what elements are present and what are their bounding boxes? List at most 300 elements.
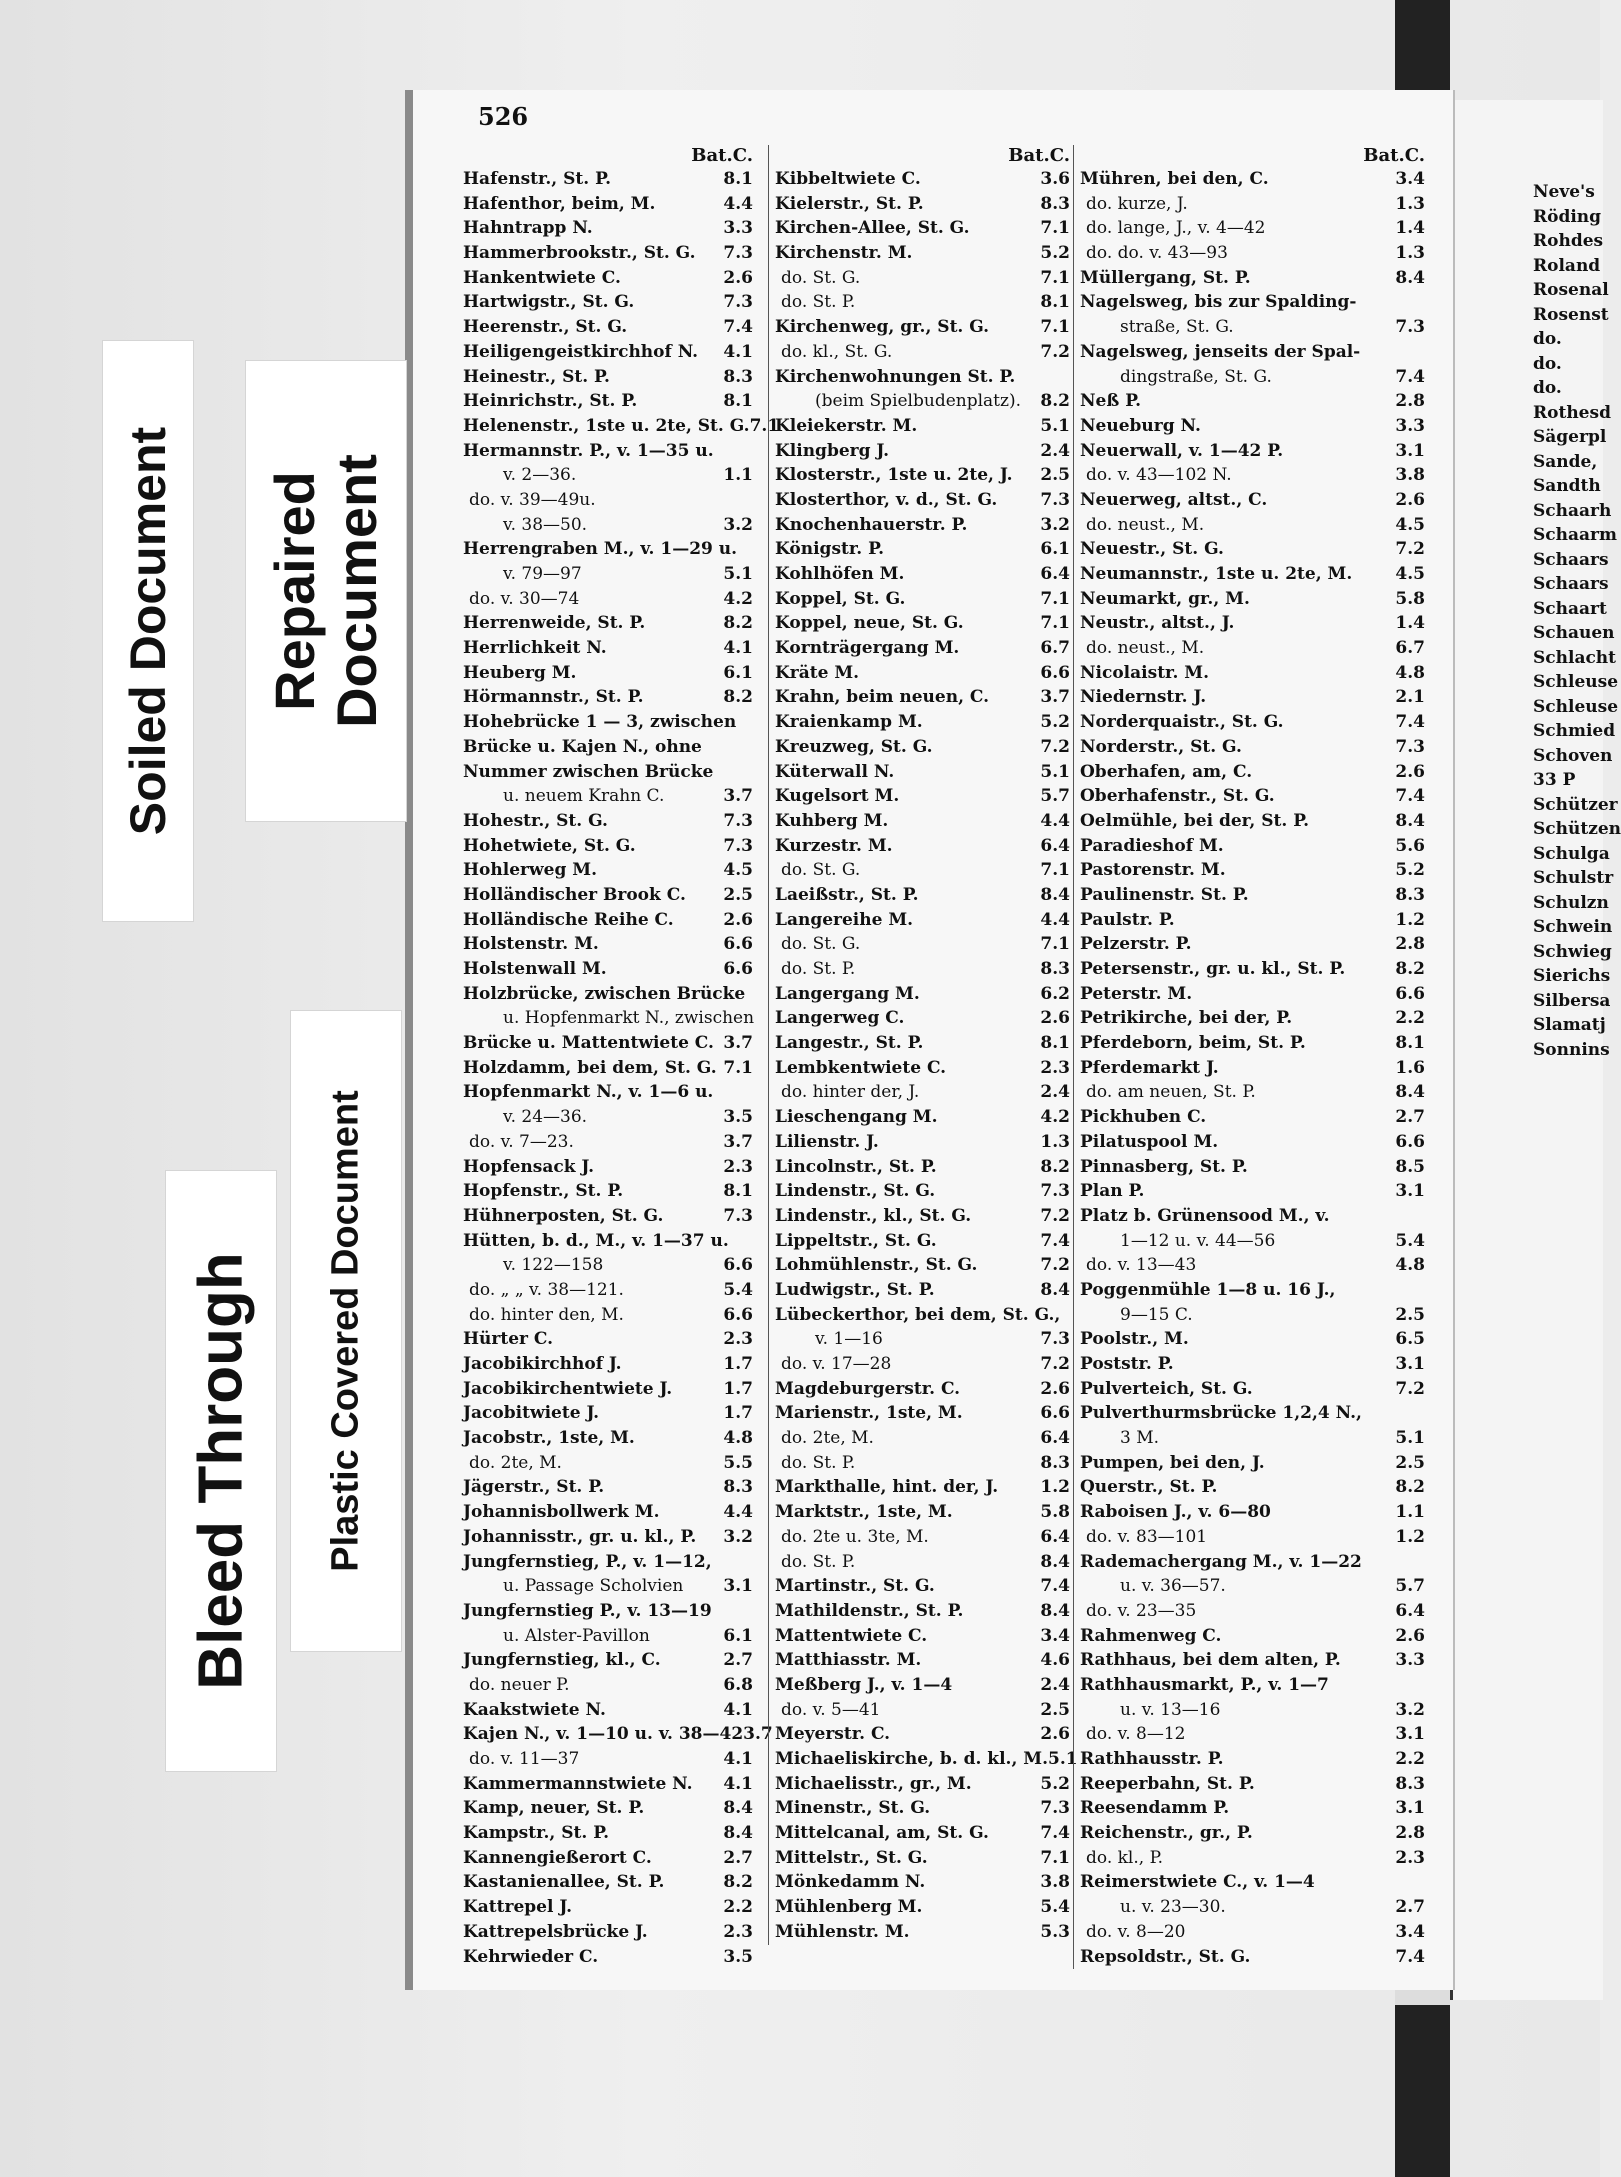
district-code: 3.3 <box>1395 1650 1425 1671</box>
street-name: do. v. 39—49u. <box>469 489 596 510</box>
street-name: Minenstr., St. G. <box>775 1798 931 1819</box>
directory-entry <box>775 290 1070 315</box>
district-code: 5.6 <box>1395 835 1425 856</box>
directory-entry <box>1080 290 1425 315</box>
street-name: Pinnasberg, St. P. <box>1080 1156 1248 1177</box>
facing-fragment: Schulstr <box>1533 868 1614 888</box>
district-code: 8.2 <box>723 687 753 708</box>
street-name: do. kl., P. <box>1086 1847 1163 1868</box>
directory-entry <box>463 365 753 390</box>
directory-entry <box>775 192 1070 217</box>
facing-fragment: Schauen <box>1533 623 1615 643</box>
directory-entry <box>775 537 1070 562</box>
district-code: 8.1 <box>1040 292 1070 313</box>
directory-entry <box>463 784 753 809</box>
street-name: Kannengießerort C. <box>463 1847 652 1868</box>
district-code <box>737 537 753 562</box>
street-name: Johannisbollwerk M. <box>463 1502 660 1523</box>
district-code: 3.1 <box>723 1576 753 1597</box>
street-name: Marienstr., 1ste, M. <box>775 1403 963 1424</box>
district-code: 2.6 <box>1395 761 1425 782</box>
district-code: 5.1 <box>723 564 753 584</box>
district-code: 6.4 <box>1395 1600 1425 1621</box>
district-code: 3.1 <box>1395 1798 1425 1819</box>
street-name: Helenenstr., 1ste u. 2te, St. G. <box>463 415 750 436</box>
district-code: 6.6 <box>723 934 753 955</box>
street-name: Hermannstr. P., v. 1—35 u. <box>463 440 714 461</box>
street-name: Hopfenmarkt N., v. 1—6 u. <box>463 1082 714 1103</box>
street-name: Kohlhöfen M. <box>775 564 905 584</box>
column-3 <box>1073 145 1425 1969</box>
district-code: 7.2 <box>1040 1205 1070 1226</box>
district-code: 5.4 <box>1040 1897 1070 1918</box>
district-code: 3.1 <box>1395 440 1425 461</box>
directory-entry <box>775 1377 1070 1402</box>
street-name: do. St. P. <box>781 959 856 979</box>
district-code: 2.5 <box>1395 1304 1425 1325</box>
directory-entry <box>1080 1698 1425 1723</box>
directory-entry <box>775 266 1070 291</box>
directory-entry <box>463 216 753 241</box>
street-name: u. v. 36—57. <box>1120 1576 1226 1597</box>
street-name: Hahntrapp N. <box>463 218 593 239</box>
street-name: Platz b. Grünensood M., v. <box>1080 1205 1330 1226</box>
directory-entry <box>1080 1278 1425 1303</box>
street-name: Neustr., altst., J. <box>1080 613 1235 634</box>
street-name: Pastorenstr. M. <box>1080 860 1226 881</box>
district-code: 5.7 <box>1040 786 1070 807</box>
street-name: Norderquaistr., St. G. <box>1080 712 1284 733</box>
district-code: 2.6 <box>1395 1625 1425 1646</box>
label-text: Bleed Through <box>186 1252 256 1690</box>
district-code: 7.2 <box>1040 1255 1070 1276</box>
district-code: 5.4 <box>1395 1230 1425 1251</box>
directory-entry <box>1080 1895 1425 1920</box>
directory-entry <box>463 1945 753 1970</box>
district-code: 1.7 <box>723 1403 753 1424</box>
directory-entry <box>463 760 753 785</box>
street-name: Hopfensack J. <box>463 1156 595 1177</box>
directory-entry <box>463 290 753 315</box>
facing-fragment: Rosenst <box>1533 304 1609 325</box>
district-code: 2.5 <box>1040 1699 1070 1720</box>
street-name: Pickhuben C. <box>1080 1107 1207 1128</box>
repaired-document-label <box>245 360 407 822</box>
street-name: do. v. 8—20 <box>1086 1921 1186 1942</box>
facing-fragment: Röding <box>1533 206 1602 227</box>
district-code: 4.4 <box>1040 909 1070 930</box>
directory-entry <box>1080 710 1425 735</box>
street-name: Kastanienallee, St. P. <box>463 1872 665 1893</box>
street-name: u. neuem Krahn C. <box>503 786 665 807</box>
directory-entry <box>775 1722 1070 1747</box>
facing-fragment: Schleuse <box>1533 672 1619 692</box>
directory-entry <box>1080 1599 1425 1624</box>
street-name: Paradieshof M. <box>1080 835 1224 856</box>
district-code: 8.3 <box>1040 959 1070 979</box>
street-name: Reichenstr., gr., P. <box>1080 1823 1253 1844</box>
district-code: 7.3 <box>1395 736 1425 757</box>
directory-entry <box>1080 932 1425 957</box>
street-name: Hartwigstr., St. G. <box>463 292 635 313</box>
district-code: 6.6 <box>723 1304 753 1325</box>
district-code <box>717 760 753 785</box>
district-code: 7.2 <box>1040 736 1070 757</box>
directory-entry <box>463 488 753 513</box>
directory-entry <box>1080 611 1425 636</box>
street-name: Heinrichstr., St. P. <box>463 391 638 412</box>
column-header: Bat.C. <box>1363 145 1425 166</box>
district-code <box>717 735 753 760</box>
directory-entry <box>775 340 1070 365</box>
street-name: Lilienstr. J. <box>775 1131 879 1152</box>
street-name: Mattentwiete C. <box>775 1625 928 1646</box>
directory-entry <box>463 1624 753 1649</box>
district-code: 8.3 <box>723 1477 753 1498</box>
directory-entry <box>775 1155 1070 1180</box>
district-code <box>1389 340 1425 365</box>
facing-fragment: Sierichs <box>1533 966 1611 986</box>
street-name: Kuhberg M. <box>775 810 889 831</box>
district-code: 6.4 <box>1040 564 1070 584</box>
district-code: 4.4 <box>1040 810 1070 831</box>
district-code: 1.2 <box>1040 1477 1070 1498</box>
street-name: u. Hopfenmarkt N., zwischen <box>503 1008 755 1029</box>
street-name: Brücke u. Mattentwiete C. <box>463 1033 714 1054</box>
street-name: Herrengraben M., v. 1—29 u. <box>463 539 738 560</box>
street-name: Pumpen, bei den, J. <box>1080 1452 1265 1473</box>
district-code: 3.4 <box>1395 169 1425 189</box>
district-code: 2.1 <box>1395 687 1425 708</box>
column-1 <box>463 145 780 1969</box>
street-name: 9—15 C. <box>1120 1304 1193 1325</box>
directory-entry <box>463 1796 753 1821</box>
directory-entry <box>463 1401 753 1426</box>
district-code: 7.1 <box>1040 934 1070 955</box>
street-name: Niedernstr. J. <box>1080 687 1207 708</box>
street-name: Marktstr., 1ste, M. <box>775 1502 953 1523</box>
street-name: Reesendamm P. <box>1080 1798 1230 1819</box>
district-code: 6.6 <box>723 959 753 979</box>
district-code: 8.4 <box>1040 1600 1070 1621</box>
directory-entry <box>775 957 1070 982</box>
street-name: Hohebrücke 1 — 3, zwischen <box>463 712 737 733</box>
directory-entry <box>463 1204 753 1229</box>
street-name: Pulverteich, St. G. <box>1080 1378 1253 1399</box>
district-code <box>1389 1204 1425 1229</box>
directory-entry <box>463 537 753 562</box>
facing-fragment: Roland <box>1533 255 1601 276</box>
directory-entry <box>775 834 1070 859</box>
street-name: Holzbrücke, zwischen Brücke <box>463 983 746 1004</box>
street-name: Knochenhauerstr. P. <box>775 514 968 535</box>
district-code: 4.1 <box>723 1749 753 1769</box>
directory-entry <box>463 241 753 266</box>
facing-fragment: Schaart <box>1533 598 1607 619</box>
directory-entry <box>1080 192 1425 217</box>
district-code: 3.2 <box>1040 514 1070 535</box>
street-name: Meyerstr. C. <box>775 1724 891 1745</box>
street-name: Mathildenstr., St. P. <box>775 1600 964 1621</box>
district-code: 1.7 <box>723 1354 753 1374</box>
street-name: Koppel, St. G. <box>775 588 906 609</box>
directory-entry <box>775 1451 1070 1476</box>
street-name: Lohmühlenstr., St. G. <box>775 1255 978 1276</box>
district-code: 5.3 <box>1040 1921 1070 1942</box>
street-name: Kampstr., St. P. <box>463 1823 610 1844</box>
directory-entry <box>463 636 753 661</box>
directory-entry <box>1080 1920 1425 1945</box>
directory-entry <box>775 784 1070 809</box>
district-code: 5.7 <box>1395 1576 1425 1597</box>
directory-entry <box>463 513 753 538</box>
district-code: 2.6 <box>1395 489 1425 510</box>
street-name: do. v. 83—101 <box>1086 1526 1208 1547</box>
facing-fragment: Schmied <box>1533 721 1616 741</box>
street-name: v. 24—36. <box>503 1107 588 1128</box>
directory-entry <box>463 315 753 340</box>
district-code: 2.7 <box>723 1847 753 1868</box>
district-code: 2.4 <box>1040 440 1070 461</box>
street-name: do. v. 5—41 <box>781 1699 881 1720</box>
directory-entry <box>1080 537 1425 562</box>
directory-entry <box>775 1870 1070 1895</box>
directory-entry <box>775 883 1070 908</box>
street-name: do. kl., St. G. <box>781 341 893 362</box>
street-name: do. am neuen, St. P. <box>1086 1082 1256 1103</box>
directory-entry <box>1080 1204 1425 1229</box>
street-name: Mühlenstr. M. <box>775 1921 910 1942</box>
street-name: Herrlichkeit N. <box>463 638 607 659</box>
street-name: do. v. 30—74 <box>469 588 580 609</box>
district-code: 2.4 <box>1040 1082 1070 1103</box>
district-code: 3.2 <box>1395 1699 1425 1720</box>
directory-entry <box>463 834 753 859</box>
street-name: Kehrwieder C. <box>463 1946 599 1967</box>
street-name: Jungfernstieg, P., v. 1—12, <box>463 1551 712 1572</box>
directory-entry <box>463 735 753 760</box>
facing-fragment: Rosenal <box>1533 280 1609 300</box>
district-code: 7.2 <box>1395 539 1425 560</box>
directory-entry <box>775 414 1070 439</box>
directory-entry <box>463 1870 753 1895</box>
street-name: Kamp, neuer, St. P. <box>463 1798 645 1819</box>
street-name: (beim Spielbudenplatz). <box>815 391 1022 412</box>
directory-entry <box>775 636 1070 661</box>
label-text: Soiled Document <box>120 426 176 836</box>
street-name: do. St. G. <box>781 934 861 955</box>
district-code: 3.8 <box>1395 465 1425 486</box>
district-code: 2.6 <box>723 909 753 930</box>
directory-entry <box>463 1698 753 1723</box>
street-name: Koppel, neue, St. G. <box>775 613 964 634</box>
district-code: 8.4 <box>723 1798 753 1819</box>
district-code: 5.8 <box>1395 588 1425 609</box>
directory-entry <box>1080 1722 1425 1747</box>
district-code: 7.1 <box>1040 218 1070 239</box>
district-code: 5.1 <box>1040 761 1070 782</box>
street-name: v. 122—158 <box>503 1255 604 1276</box>
district-code: 4.6 <box>1040 1650 1070 1671</box>
directory-entry <box>775 1648 1070 1673</box>
directory-entry <box>1080 1550 1425 1575</box>
directory-entry <box>1080 1945 1425 1970</box>
district-code <box>1389 1401 1425 1426</box>
district-code: 7.3 <box>723 1205 753 1226</box>
district-code: 1.2 <box>1395 1526 1425 1547</box>
directory-entry <box>1080 1475 1425 1500</box>
directory-entry <box>1080 784 1425 809</box>
street-name: Hohlerweg M. <box>463 860 597 881</box>
district-code: 3.1 <box>1395 1724 1425 1745</box>
street-name: Holländische Reihe C. <box>463 909 674 930</box>
directory-entry <box>463 562 753 587</box>
district-code: 8.2 <box>723 613 753 634</box>
street-name: Kreuzweg, St. G. <box>775 736 933 757</box>
district-code: 8.3 <box>1395 1773 1425 1794</box>
directory-entry <box>463 1130 753 1155</box>
directory-entry <box>775 1229 1070 1254</box>
directory-entry <box>463 1179 753 1204</box>
directory-entry <box>463 266 753 291</box>
district-code: 2.3 <box>1395 1847 1425 1868</box>
directory-entry <box>775 513 1070 538</box>
district-code: 4.5 <box>723 860 753 881</box>
district-code: 2.6 <box>1040 1724 1070 1745</box>
street-name: do. hinter der, J. <box>781 1082 920 1103</box>
directory-entry <box>775 1574 1070 1599</box>
page-number: 526 <box>478 102 529 131</box>
column-rows <box>1080 167 1425 1969</box>
street-name: Rathhausmarkt, P., v. 1—7 <box>1080 1674 1329 1695</box>
street-name: Neumannstr., 1ste u. 2te, M. <box>1080 564 1353 584</box>
street-name: Heiligengeistkirchhof N. <box>463 341 699 362</box>
directory-entry <box>463 1722 773 1747</box>
district-code: 3.7 <box>723 786 753 807</box>
street-name: Michaelisstr., gr., M. <box>775 1773 972 1794</box>
street-name: Jacobikirchhof J. <box>463 1354 622 1374</box>
street-name: Neuerweg, altst., C. <box>1080 489 1268 510</box>
district-code: 2.8 <box>1395 934 1425 955</box>
directory-entry <box>1080 1130 1425 1155</box>
street-name: do. St. P. <box>781 1551 856 1572</box>
district-code: 7.3 <box>723 243 753 264</box>
street-name: Klosterstr., 1ste u. 2te, J. <box>775 465 1013 486</box>
street-name: Pilatuspool M. <box>1080 1131 1219 1152</box>
directory-entry <box>775 1006 1070 1031</box>
district-code: 7.4 <box>1395 712 1425 733</box>
facing-fragment: Sonnins <box>1533 1039 1610 1060</box>
district-code: 8.2 <box>1040 1156 1070 1177</box>
district-code <box>1389 1870 1425 1895</box>
directory-entry <box>775 1080 1070 1105</box>
column-header: Bat.C. <box>691 145 753 166</box>
street-name: Pulverthurmsbrücke 1,2,4 N., <box>1080 1403 1362 1424</box>
district-code: 7.1 <box>749 415 780 436</box>
district-code: 8.2 <box>1395 959 1425 979</box>
district-code: 6.4 <box>1040 1428 1070 1449</box>
directory-entry <box>1080 1401 1425 1426</box>
district-code: 1.3 <box>1395 243 1425 264</box>
district-code: 2.2 <box>1395 1749 1425 1769</box>
directory-entry <box>1080 167 1425 192</box>
district-code: 7.4 <box>1395 786 1425 807</box>
district-code: 7.3 <box>1040 1329 1070 1350</box>
street-name: Magdeburgerstr. C. <box>775 1378 961 1399</box>
street-name: Kielerstr., St. P. <box>775 193 924 214</box>
district-code: 7.4 <box>1040 1230 1070 1251</box>
street-name: Jungfernstieg P., v. 13—19 <box>463 1600 712 1621</box>
district-code: 5.5 <box>723 1452 753 1473</box>
district-code: 8.3 <box>1040 193 1070 214</box>
street-name: u. v. 13—16 <box>1120 1699 1221 1720</box>
district-code: 2.5 <box>723 884 753 905</box>
directory-entry <box>463 1451 753 1476</box>
directory-entry <box>463 858 753 883</box>
district-code: 3.3 <box>723 218 753 239</box>
facing-fragment: Schleuse <box>1533 696 1619 717</box>
directory-entry <box>1080 760 1425 785</box>
directory-entry <box>1080 1648 1425 1673</box>
directory-entry <box>775 488 1070 513</box>
district-code: 7.1 <box>1040 613 1070 634</box>
directory-entry <box>775 241 1070 266</box>
directory-entry <box>1080 513 1425 538</box>
district-code: 5.1 <box>1395 1428 1425 1449</box>
facing-fragment: Schulzn <box>1533 892 1609 913</box>
street-name: Nicolaistr. M. <box>1080 662 1210 683</box>
street-name: Heuberg M. <box>463 662 577 683</box>
street-name: Johannisstr., gr. u. kl., P. <box>463 1526 697 1547</box>
street-name: Oberhafen, am, C. <box>1080 761 1253 782</box>
district-code: 5.1 <box>1040 415 1070 436</box>
district-code: 8.3 <box>1395 884 1425 905</box>
directory-entry <box>1080 1574 1425 1599</box>
district-code: 6.1 <box>1040 539 1070 560</box>
street-name: Küterwall N. <box>775 761 895 782</box>
directory-entry <box>1080 1155 1425 1180</box>
directory-entry <box>463 1080 753 1105</box>
district-code <box>1389 1550 1425 1575</box>
street-name: Mühren, bei den, C. <box>1080 169 1269 189</box>
directory-entry <box>775 1056 1070 1081</box>
directory-entry <box>463 661 753 686</box>
district-code: 3.1 <box>1395 1354 1425 1374</box>
street-name: Nummer zwischen Brücke <box>463 761 714 782</box>
facing-fragment: Schützer <box>1533 794 1618 815</box>
directory-entry <box>1080 1031 1425 1056</box>
directory-entry <box>1080 315 1425 340</box>
street-name: do. lange, J., v. 4—42 <box>1086 218 1266 239</box>
directory-entry <box>775 908 1070 933</box>
district-code: 7.1 <box>1040 267 1070 288</box>
district-code: 3.7 <box>723 1033 753 1054</box>
district-code: 8.1 <box>1040 1033 1070 1054</box>
directory-entry <box>775 1550 1070 1575</box>
street-name: Reimerstwiete C., v. 1—4 <box>1080 1872 1315 1893</box>
street-name: Hürter C. <box>463 1329 554 1350</box>
district-code: 2.2 <box>723 1897 753 1918</box>
district-code: 4.5 <box>1395 514 1425 535</box>
district-code <box>717 1599 753 1624</box>
directory-entry <box>463 414 780 439</box>
street-name: do. St. P. <box>781 1452 856 1473</box>
street-name: Raboisen J., v. 6—80 <box>1080 1502 1271 1523</box>
street-name: Holländischer Brook C. <box>463 884 686 905</box>
soiled-document-label <box>102 340 194 922</box>
district-code: 4.8 <box>1395 662 1425 683</box>
street-name: do. hinter den, M. <box>469 1304 624 1325</box>
